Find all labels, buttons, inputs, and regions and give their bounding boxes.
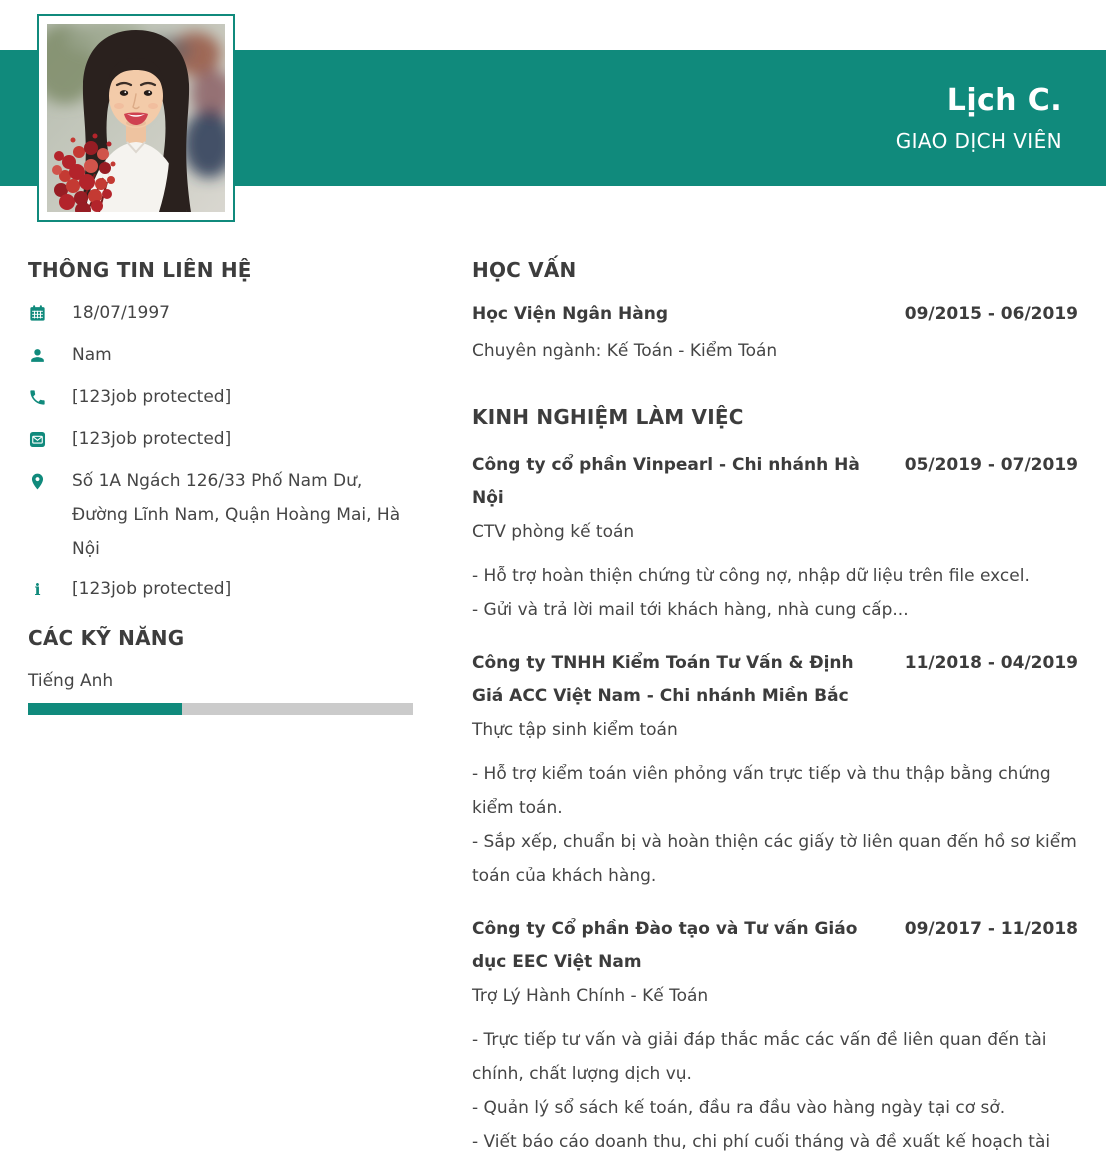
candidate-name: Lịch C. xyxy=(946,83,1062,118)
education-period: 09/2015 - 06/2019 xyxy=(904,304,1078,324)
company-name: Công ty TNHH Kiểm Toán Tư Vấn & Định Giá ACC Việt Nam - Chi nhánh Miền Bắc xyxy=(472,653,854,706)
left-column xyxy=(28,258,413,1159)
job-bullet: - Sắp xếp, chuẩn bị và hoàn thiện các giấy tờ liên quan đến hồ sơ kiểm toán của khách hàng. xyxy=(472,832,1077,886)
contact-item-info xyxy=(28,578,413,600)
company-name: Công ty cổ phần Vinpearl - Chi nhánh Hà Nội xyxy=(472,455,860,508)
company-name: Công ty Cổ phần Đào tạo và Tư vấn Giáo dục EEC Việt Nam xyxy=(472,919,858,972)
address-value: Số 1A Ngách 126/33 Phố Nam Dư, Đường Lĩnh Nam, Quận Hoàng Mai, Hà Nội xyxy=(72,471,401,559)
experience-heading: KINH NGHIỆM LÀM VIỆC xyxy=(472,405,744,429)
job-period: 11/2018 - 04/2019 xyxy=(904,653,1078,673)
school-name: Học Viện Ngân Hàng xyxy=(472,304,668,324)
contact-section xyxy=(28,258,413,600)
job-position: Trợ Lý Hành Chính - Kế Toán xyxy=(472,986,709,1006)
birthday-value: 18/07/1997 xyxy=(72,303,170,323)
contact-item-address xyxy=(28,470,413,566)
skill-progress-fill xyxy=(28,703,182,715)
job-period: 05/2019 - 07/2019 xyxy=(904,455,1078,475)
contact-item-email xyxy=(28,428,413,450)
education-entry xyxy=(472,302,1078,326)
job-entry xyxy=(472,449,1078,627)
right-column xyxy=(472,258,1078,1159)
info-icon xyxy=(28,580,47,599)
phone-icon xyxy=(28,388,47,407)
job-bullet: - Hỗ trợ kiểm toán viên phỏng vấn trực tiếp và thu thập bằng chứng kiểm toán. xyxy=(472,764,1051,818)
education-heading: HỌC VẤN xyxy=(472,258,577,282)
photo-frame xyxy=(37,14,235,222)
skill-name: Tiếng Anh xyxy=(28,671,114,691)
contact-item-birthday xyxy=(28,302,413,324)
person-icon xyxy=(28,346,47,365)
svg-text:i: i xyxy=(34,580,41,599)
job-entry xyxy=(472,913,1078,1159)
education-section xyxy=(472,258,1078,363)
candidate-role: GIAO DỊCH VIÊN xyxy=(895,129,1062,153)
contact-item-gender xyxy=(28,344,413,366)
job-period: 09/2017 - 11/2018 xyxy=(904,919,1078,939)
location-icon xyxy=(28,472,47,491)
resume-body xyxy=(28,258,1078,1159)
experience-section xyxy=(472,405,1078,1159)
phone-value: [123job protected] xyxy=(72,387,232,407)
job-bullet: - Quản lý sổ sách kế toán, đầu ra đầu vào hàng ngày tại cơ sở. xyxy=(472,1098,1006,1118)
gender-value: Nam xyxy=(72,345,112,365)
email-value: [123job protected] xyxy=(72,429,232,449)
job-position: CTV phòng kế toán xyxy=(472,522,635,542)
profile-photo xyxy=(47,24,225,212)
email-icon xyxy=(28,430,47,449)
job-bullet: - Gửi và trả lời mail tới khách hàng, nhà cung cấp... xyxy=(472,600,909,620)
job-bullet: - Trực tiếp tư vấn và giải đáp thắc mắc các vấn đề liên quan đến tài chính, chất lượng dịch vụ. xyxy=(472,1030,1047,1084)
contact-heading: THÔNG TIN LIÊN HỆ xyxy=(28,258,252,282)
skill-progress-track xyxy=(28,703,413,715)
job-position: Thực tập sinh kiểm toán xyxy=(472,720,678,740)
job-bullet: - Viết báo cáo doanh thu, chi phí cuối tháng và đề xuất kế hoạch tài xyxy=(472,1132,1051,1152)
contact-item-phone xyxy=(28,386,413,408)
skills-section xyxy=(28,626,413,715)
job-entry xyxy=(472,647,1078,893)
calendar-icon xyxy=(28,304,47,323)
job-bullet: - Hỗ trợ hoàn thiện chứng từ công nợ, nhập dữ liệu trên file excel. xyxy=(472,566,1030,586)
education-detail: Chuyên ngành: Kế Toán - Kiểm Toán xyxy=(472,341,778,361)
info-value: [123job protected] xyxy=(72,579,232,599)
skills-heading: CÁC KỸ NĂNG xyxy=(28,626,185,650)
